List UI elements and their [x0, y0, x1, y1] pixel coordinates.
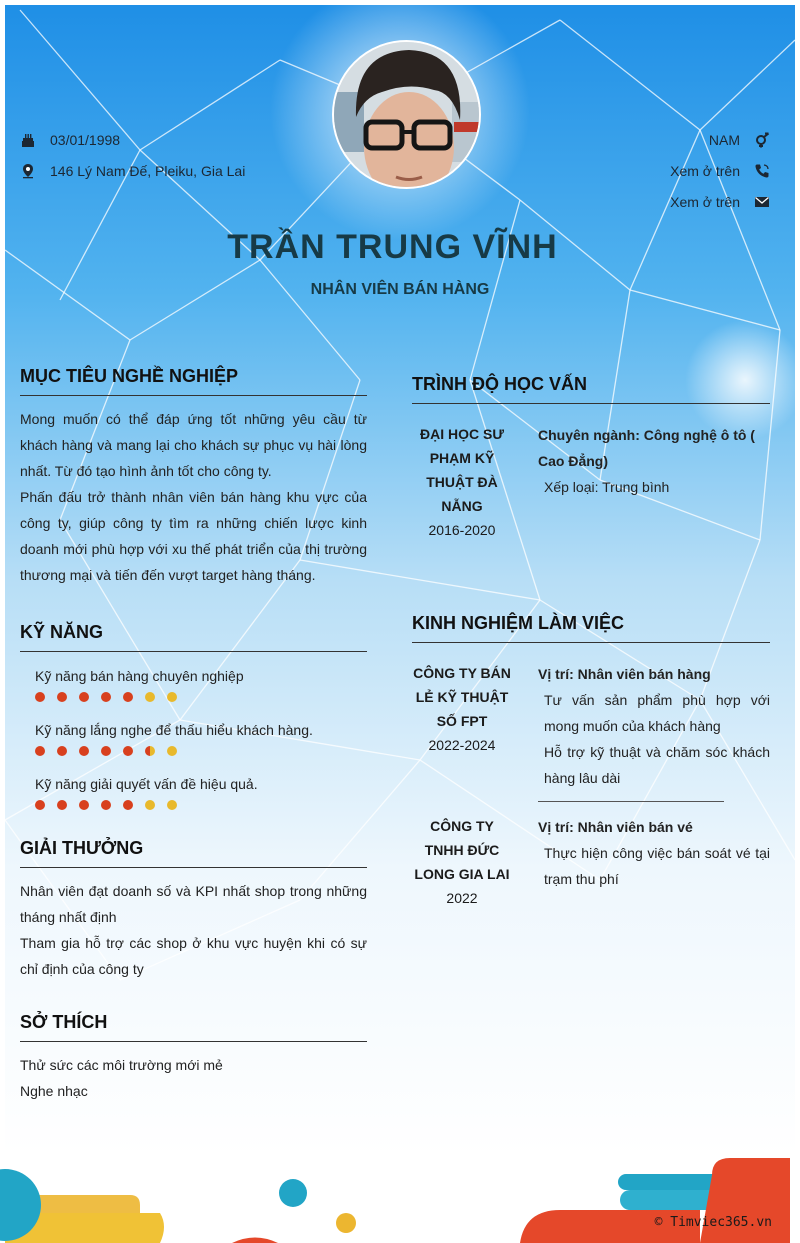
watermark: © Timviec365.vn [654, 1215, 772, 1230]
hobby-item: Thử sức các môi trường mới mẻ [20, 1057, 223, 1073]
skill-name: Kỹ năng lắng nghe để thấu hiểu khách hàng. [35, 722, 313, 738]
experience-title: KINH NGHIỆM LÀM VIỆC [412, 613, 770, 643]
experience-item [412, 814, 770, 910]
skill-dot [123, 692, 133, 702]
skill-dot [35, 692, 45, 702]
gender-icon [754, 132, 770, 148]
experience-item [412, 661, 770, 791]
address: 146 Lý Nam Đế, Pleiku, Gia Lai [50, 162, 246, 179]
experience-period: 2022-2024 [428, 737, 496, 753]
skill-dot [79, 692, 89, 702]
full-name: TRẦN TRUNG VĨNH [227, 228, 558, 266]
experience-divider [538, 801, 724, 802]
birthday-row [20, 124, 245, 155]
skill-item [35, 774, 367, 810]
location-pin-icon [20, 163, 36, 179]
email-row [670, 186, 770, 217]
skill-dot [57, 800, 67, 810]
birthday: 03/01/1998 [50, 131, 121, 148]
skill-name: Kỹ năng giải quyết vấn đề hiệu quả. [35, 776, 258, 792]
objective-title: MỤC TIÊU NGHỀ NGHIỆP [20, 366, 367, 396]
skill-rating [35, 692, 367, 702]
experience-task: Thực hiện công việc bán soát vé tại trạm thu phí [544, 845, 770, 887]
envelope-icon [754, 194, 770, 210]
job-title: NHÂN VIÊN BÁN HÀNG [310, 281, 490, 298]
experience-task: Hỗ trợ kỹ thuật và chăm sóc khách hàng lâu dài [544, 744, 770, 786]
skill-rating [35, 746, 367, 756]
skill-dot [167, 692, 177, 702]
address-row [20, 155, 245, 186]
company-name: CÔNG TY BÁN LẺ KỸ THUẬT SỐ FPT [413, 665, 511, 729]
skill-item [35, 666, 367, 702]
experience-task: Tư vấn sản phẩm phù hợp với mong muốn của khách hàng [544, 692, 770, 734]
hobbies-section [20, 1012, 367, 1104]
award-item: Nhân viên đạt doanh số và KPI nhất shop trong những tháng nhất định [20, 883, 367, 925]
awards-title: GIẢI THƯỞNG [20, 838, 367, 868]
phone-icon [754, 163, 770, 179]
skill-item [35, 720, 367, 756]
school-name: ĐẠI HỌC SƯ PHẠM KỸ THUẬT ĐÀ NẴNG [420, 426, 504, 514]
skill-dot [35, 746, 45, 756]
objective-paragraph: Phấn đấu trở thành nhân viên bán hàng khu vực của công ty, giúp công ty tìm ra những chiến lược kinh doanh mới phù hợp với xu thế phát triển của thị trường thương mại và tiến đến vượt target hàng tháng. [20, 489, 367, 583]
skill-dot [101, 692, 111, 702]
skills-section [20, 622, 367, 810]
skill-dot [57, 692, 67, 702]
skill-dot [123, 800, 133, 810]
phone: Xem ở trên [670, 162, 740, 179]
experience-period: 2022 [446, 890, 478, 906]
skill-dot [145, 692, 155, 702]
hobbies-title: SỞ THÍCH [20, 1012, 367, 1042]
experience-section [412, 613, 770, 910]
experience-position: Vị trí: Nhân viên bán hàng [538, 666, 711, 682]
skill-name: Kỹ năng bán hàng chuyên nghiệp [35, 668, 244, 684]
skill-dot [57, 746, 67, 756]
profile-photo [332, 40, 481, 189]
education-section [412, 374, 770, 542]
education-major: Chuyên ngành: Công nghệ ô tô ( Cao Đẳng) [538, 427, 755, 469]
gender: NAM [708, 131, 740, 148]
experience-position: Vị trí: Nhân viên bán vé [538, 819, 693, 835]
skills-title: KỸ NĂNG [20, 622, 367, 652]
phone-row [670, 155, 770, 186]
contact-info-left [20, 124, 245, 186]
skill-rating [35, 800, 367, 810]
awards-section [20, 838, 367, 982]
objective-paragraph: Mong muốn có thể đáp ứng tốt những yêu cầu từ khách hàng và mang lại cho khách sự phục vụ hài lòng nhất. Từ đó tạo hình ảnh tốt cho công ty. [20, 411, 367, 479]
contact-info-right [670, 124, 770, 217]
cake-icon [20, 132, 36, 148]
skill-dot [123, 746, 133, 756]
hobby-item: Nghe nhạc [20, 1083, 88, 1099]
skill-dot [167, 746, 177, 756]
education-item [412, 422, 770, 542]
objective-section [20, 366, 367, 588]
education-title: TRÌNH ĐỘ HỌC VẤN [412, 374, 770, 404]
skill-dot [101, 800, 111, 810]
education-period: 2016-2020 [428, 522, 496, 538]
gender-row [670, 124, 770, 155]
skill-dot [167, 800, 177, 810]
skill-dot [145, 800, 155, 810]
skill-dot [79, 800, 89, 810]
award-item: Tham gia hỗ trợ các shop ở khu vực huyện khi có sự chỉ định của công ty [20, 935, 367, 977]
skill-dot [145, 746, 155, 756]
left-column [20, 366, 367, 1104]
skill-dot [79, 746, 89, 756]
email: Xem ở trên [670, 193, 740, 210]
education-rank: Xếp loại: Trung bình [544, 479, 670, 495]
skill-dot [101, 746, 111, 756]
company-name: CÔNG TY TNHH ĐỨC LONG GIA LAI [414, 818, 510, 882]
skill-dot [35, 800, 45, 810]
